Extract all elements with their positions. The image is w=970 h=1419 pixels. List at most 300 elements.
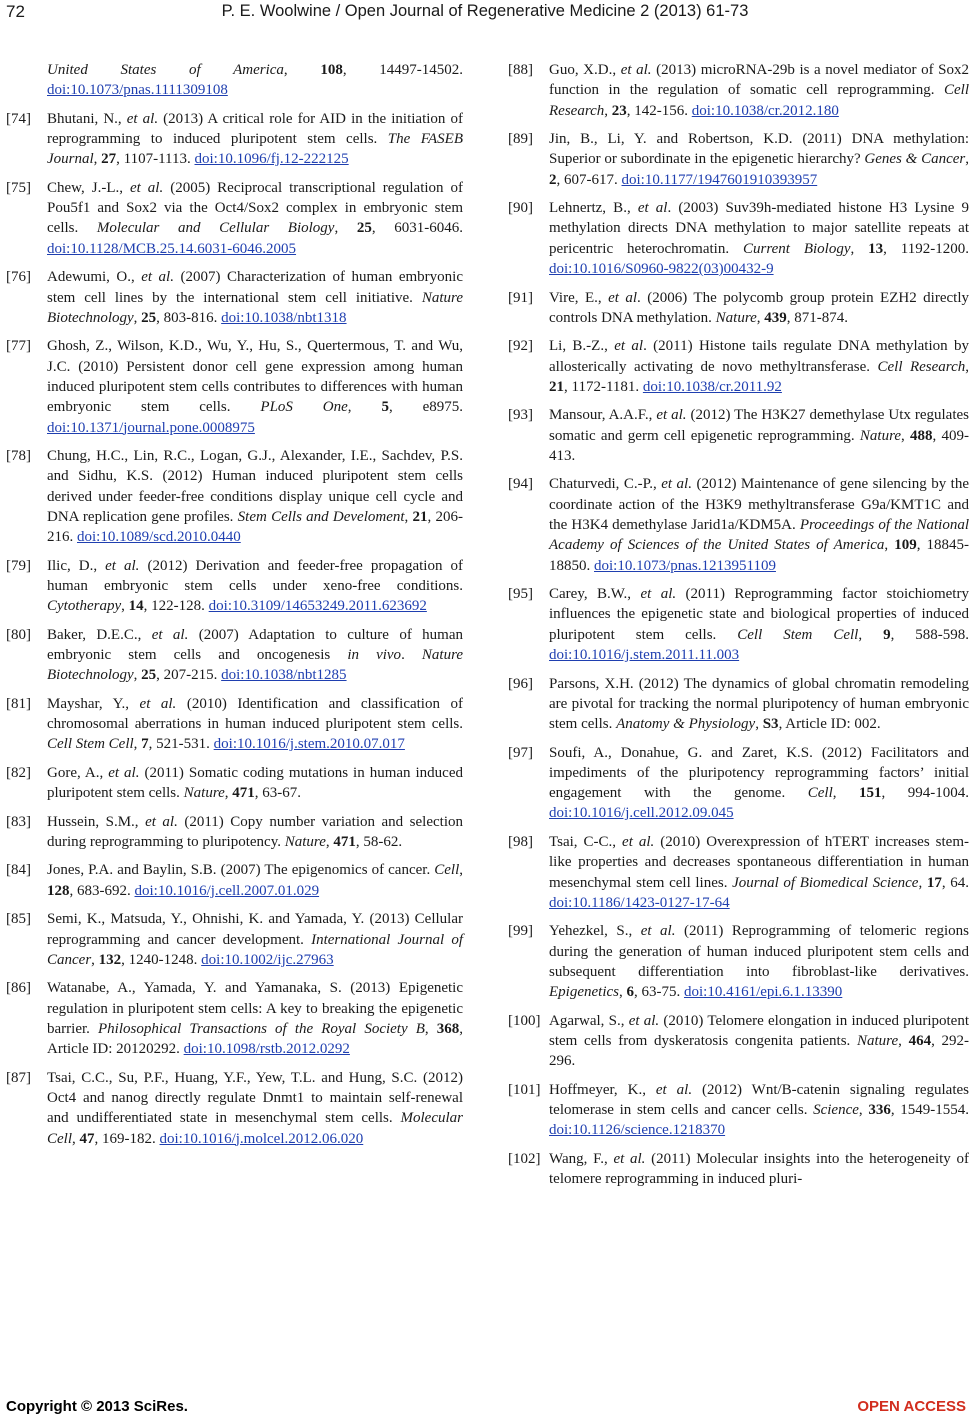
volume-number: 14: [128, 598, 144, 615]
citation-text: (2011) Reprogramming factor stoichiometry influences the epigenetic state and biological properties of induced pluripotent stem cells.: [549, 586, 969, 643]
citation-text: Jones, P.A. and Baylin, S.B. (2007) The epigenomics of cancer.: [47, 862, 435, 879]
citation-text: ,: [334, 220, 357, 237]
citation-text: Ilic, D.,: [47, 557, 106, 574]
reference-entry: [508, 405, 969, 466]
citation-text: (2012) Maintenance of gene silencing by the coordinate action of the H3K9 methyltransferase G9a/KMT1C and the H3K4 demethylase Jarid1a/KDM5A.: [549, 476, 969, 534]
reference-entry: [508, 921, 969, 1002]
journal-title: et al.: [640, 923, 676, 940]
reference-number: [77]: [6, 338, 31, 355]
citation-text: . (2006) The polycomb group protein EZH2 directly controls DNA methylation.: [549, 289, 969, 326]
citation-text: , 871-874.: [786, 309, 849, 326]
citation-text: ,: [858, 626, 884, 643]
citation-text: Vire, E.,: [549, 289, 609, 306]
reference-entry: [6, 1068, 463, 1149]
reference-entry: [6, 812, 463, 853]
volume-number: 25: [141, 667, 157, 684]
reference-number: [79]: [6, 557, 31, 574]
reference-entry: [508, 1011, 969, 1072]
reference-number: [84]: [6, 862, 31, 879]
citation-text: , Article ID: 20120292.: [47, 1020, 464, 1058]
volume-number: 21: [549, 378, 564, 395]
reference-number: [92]: [508, 338, 533, 355]
journal-title: Nature Biotechnology: [47, 289, 463, 326]
volume-number: 368: [436, 1020, 460, 1037]
citation-text: (2005) Reciprocal transcriptional regulation of Pou5f1 and Sox2 via the Oct4/Sox2 complex in embryonic stem cells.: [47, 179, 464, 237]
reference-text: [549, 129, 969, 190]
volume-number: 25: [141, 309, 157, 326]
reference-text: [47, 178, 463, 259]
copyright-notice: Copyright © 2013 SciRes.: [6, 1398, 188, 1415]
citation-text: , 6031-6046.: [371, 220, 464, 237]
citation-text: Adewumi, O.,: [47, 269, 142, 286]
journal-title: Nature: [284, 833, 326, 850]
volume-number: 6: [626, 984, 634, 1001]
citation-text: Tsai, C-C.,: [549, 833, 623, 850]
citation-text: , 206-216.: [47, 508, 464, 546]
citation-text: Lehnertz, B.,: [549, 200, 638, 217]
open-access-label: OPEN ACCESS: [857, 1398, 966, 1415]
citation-text: , 142-156.: [626, 102, 692, 119]
reference-number: [85]: [6, 911, 31, 928]
citation-text: Guo, X.D.,: [549, 62, 621, 78]
reference-entry: [6, 625, 463, 686]
citation-text: Mansour, A.A.F.,: [549, 407, 657, 424]
citation-text: .: [401, 647, 422, 664]
citation-text: Hoffmeyer, K.,: [549, 1081, 656, 1098]
doi-link[interactable]: doi:10.1038/nbt1318: [221, 309, 347, 326]
citation-text: ,: [832, 785, 859, 802]
citation-text: , e8975.: [388, 399, 464, 416]
journal-title: PLoS One: [260, 399, 348, 416]
citation-text: (2011) Molecular insights into the heterogeneity of telomere reprogramming in induced pluri-: [549, 1150, 969, 1188]
citation-text: , Article ID: 002.: [778, 716, 881, 733]
volume-number: 9: [883, 626, 891, 643]
reference-number: [100]: [508, 1012, 541, 1029]
reference-text: [47, 860, 463, 901]
doi-link[interactable]: doi:10.1073/pnas.1111309108: [47, 82, 228, 99]
reference-entry: [6, 909, 463, 970]
reference-number: [74]: [6, 110, 31, 127]
reference-entry: [508, 674, 969, 735]
reference-text: [549, 336, 969, 397]
journal-title: Nature: [856, 1033, 899, 1050]
reference-number: [91]: [508, 289, 533, 306]
reference-number: [102]: [508, 1150, 541, 1167]
reference-text: [549, 1149, 969, 1190]
reference-entry: [6, 60, 463, 101]
volume-number: 464: [908, 1033, 932, 1050]
reference-entry: [508, 1080, 969, 1141]
journal-title: et al.: [622, 833, 655, 850]
reference-entry: [6, 978, 463, 1059]
journal-title: et al: [614, 338, 644, 355]
journal-title: et al.: [628, 1012, 660, 1029]
citation-text: , 64.: [941, 874, 969, 891]
reference-text: [549, 584, 969, 665]
citation-text: (2013) microRNA-29b is a novel mediator of Sox2 function in the regulation of somatic cell reprogramming.: [549, 62, 970, 99]
journal-title: et al: [608, 289, 638, 306]
citation-text: ,: [91, 951, 99, 968]
doi-link[interactable]: doi:10.1016/S0960-9822(03)00432-9: [549, 261, 774, 278]
reference-number: [75]: [6, 179, 31, 196]
citation-text: , 1172-1181.: [564, 378, 643, 395]
citation-text: , 18845-18850.: [549, 537, 969, 574]
journal-title: United States of America: [47, 62, 284, 78]
volume-number: 109: [894, 537, 917, 554]
citation-text: ,: [133, 736, 142, 753]
volume-number: 27: [101, 151, 117, 168]
reference-text: [549, 1080, 969, 1141]
citation-text: Ghosh, Z., Wilson, K.D., Wu, Y., Hu, S., Quertermous, T. and Wu, J.C. (2010) Persistent donor cell gene expression among human induced pluripotent stem cells contributes to differences with human embryonic stem cells.: [47, 338, 463, 416]
reference-number: [93]: [508, 407, 533, 424]
citation-text: , 1549-1554.: [890, 1102, 970, 1119]
citation-text: , 292-296.: [549, 1033, 969, 1070]
reference-number: [88]: [508, 62, 533, 78]
journal-title: Epigenetics: [549, 984, 619, 1001]
reference-entry: [508, 129, 969, 190]
volume-number: 471: [232, 785, 255, 802]
reference-entry: [6, 860, 463, 901]
reference-entry: [6, 178, 463, 259]
volume-number: 5: [381, 399, 389, 416]
reference-text: [47, 909, 463, 970]
citation-text: Chaturvedi, C.-P.,: [549, 476, 662, 493]
reference-text: [549, 674, 969, 735]
citation-text: ,: [72, 1130, 80, 1147]
citation-text: , 14497-14502.: [342, 62, 464, 78]
doi-link[interactable]: doi:10.1016/j.stem.2010.07.017: [213, 736, 405, 753]
reference-text: [47, 763, 463, 804]
citation-text: ,: [618, 984, 627, 1001]
left-column: [6, 60, 463, 1157]
reference-entry: [6, 694, 463, 755]
reference-text: [47, 694, 463, 755]
volume-number: 151: [859, 785, 882, 802]
citation-text: ,: [424, 1020, 437, 1037]
citation-text: . (2003) Suv39h-mediated histone H3 Lysine 9 methylation directs DNA methylation to major satellite repeats at pericentric heterochromatin.: [549, 200, 969, 257]
volume-number: 47: [79, 1130, 95, 1147]
citation-text: Parsons, X.H. (2012) The dynamics of global chromatin remodeling are pivotal for tracking the normal pluripotency of human embryonic stem cells.: [549, 675, 969, 733]
doi-link[interactable]: doi:10.1177/1947601910393957: [621, 171, 818, 188]
reference-text: [47, 336, 463, 437]
citation-text: (2007) Adaptation to culture of human embryonic stem cells and oncogenesis: [47, 626, 464, 664]
doi-link[interactable]: doi:10.1002/ijc.27963: [201, 951, 334, 968]
citation-text: Semi, K., Matsuda, Y., Ohnishi, K. and Yamada, Y. (2013) Cellular reprogramming and cancer development.: [47, 911, 463, 948]
citation-text: , 588-598.: [890, 626, 970, 643]
doi-link[interactable]: doi:10.1016/j.cell.2012.09.045: [549, 805, 734, 822]
journal-title: Molecular and Cellular Biology: [96, 220, 335, 237]
reference-entry: [508, 1149, 969, 1190]
citation-text: (2010) Telomere elongation in induced pluripotent stem cells from dyskeratosis congenita patients.: [549, 1012, 969, 1050]
citation-text: Hussein, S.M.,: [47, 813, 146, 830]
reference-number: [81]: [6, 695, 31, 712]
reference-number: [76]: [6, 269, 31, 286]
volume-number: 23: [611, 102, 627, 119]
reference-entry: [508, 60, 969, 121]
volume-number: 21: [412, 508, 428, 525]
journal-title: et al.: [105, 557, 140, 574]
citation-text: , 122-128.: [143, 598, 209, 615]
citation-text: ,: [755, 716, 763, 733]
volume-number: S3: [762, 716, 779, 733]
journal-title: Nature Biotechnology: [47, 647, 464, 684]
journal-title: Molecular Cell: [47, 1110, 463, 1147]
reference-number: [86]: [6, 980, 31, 997]
reference-text: [549, 288, 969, 329]
citation-text: ,: [459, 862, 463, 879]
citation-text: , 803-816.: [156, 309, 222, 326]
journal-title: Cell Research: [877, 358, 966, 375]
citation-text: , 207-215.: [156, 667, 222, 684]
citation-text: ,: [121, 598, 129, 615]
journal-title: et al.: [661, 476, 692, 493]
doi-link[interactable]: doi:10.1038/cr.2011.92: [642, 378, 782, 395]
citation-text: , 58-62.: [355, 833, 403, 850]
citation-text: Chew, J.-L.,: [47, 179, 130, 196]
journal-title: et al.: [640, 586, 677, 603]
citation-text: Carey, B.W.,: [549, 586, 641, 603]
citation-text: , 169-182.: [94, 1130, 160, 1147]
citation-text: ,: [604, 102, 612, 119]
citation-text: , 607-617.: [556, 171, 622, 188]
doi-link[interactable]: doi:10.3109/14653249.2011.623692: [208, 598, 427, 615]
citation-text: , 63-75.: [633, 984, 684, 1001]
doi-link[interactable]: doi:10.1016/j.stem.2011.11.003: [549, 647, 740, 664]
volume-number: 2: [549, 171, 557, 188]
citation-text: , 683-692.: [69, 882, 135, 899]
citation-text: (2012) The H3K27 demethylase Utx regulates somatic and germ cell epigenetic reprogramming.: [549, 407, 969, 444]
reference-number: [101]: [508, 1081, 541, 1098]
citation-text: (2010) Identification and classification of chromosomal aberrations in human induced pluripotent stem cells.: [47, 695, 463, 733]
reference-text: [47, 812, 463, 853]
reference-text: [549, 832, 969, 913]
journal-title: et al.: [145, 813, 178, 830]
citation-text: (2010) Overexpression of hTERT increases stem-like properties and decreases spontaneous differentiation in human mesenchymal stem cell lines.: [549, 833, 969, 891]
doi-link[interactable]: doi:10.1096/fj.12-222125: [194, 151, 349, 168]
doi-link[interactable]: doi:10.1126/science.1218370: [549, 1122, 726, 1139]
journal-title: et al.: [126, 110, 159, 127]
reference-number: [94]: [508, 476, 533, 493]
citation-text: . (2011) Histone tails regulate DNA methylation by allosterically activating de novo methyltransferase.: [549, 338, 969, 375]
reference-number: [90]: [508, 200, 533, 217]
journal-title: Nature: [859, 427, 902, 444]
journal-title: Anatomy & Physiology: [616, 716, 756, 733]
citation-text: ,: [884, 537, 895, 554]
reference-text: [47, 625, 463, 686]
journal-title: et al.: [108, 764, 140, 781]
page-footer: [0, 1394, 970, 1418]
volume-number: 439: [764, 309, 787, 326]
volume-number: 108: [320, 62, 343, 78]
citation-text: ,: [850, 240, 869, 257]
citation-text: , 1240-1248.: [121, 951, 202, 968]
reference-text: [549, 198, 969, 279]
citation-text: Watanabe, A., Yamada, Y. and Yamanaka, S. (2013) Epigenetic regulation in pluripotent stem cells: A key to breaking the epigenetic barrier.: [47, 980, 463, 1037]
citation-text: ,: [283, 62, 321, 78]
citation-text: Chung, H.C., Lin, R.C., Logan, G.J., Alexander, I.E., Sachdev, P.S. and Sidhu, K.S. (2012) Human induced pluripotent stem cells derived under feeder-free conditions display unique cell cycle and DNA replication gene profiles.: [47, 447, 463, 525]
citation-text: (2011) Reprogramming of telomeric regions during the generation of human induced pluripotent stem cells and subsequent differentiation into fibroblast-like derivatives.: [549, 923, 969, 980]
journal-title: Cell: [807, 785, 833, 802]
journal-title: Stem Cells and Develoment: [237, 508, 405, 525]
reference-text: [549, 405, 969, 466]
journal-title: in vivo: [347, 647, 402, 664]
citation-text: , 994-1004.: [881, 785, 970, 802]
reference-text: [549, 474, 969, 575]
reference-number: [99]: [508, 923, 533, 940]
journal-title: et al.: [655, 1081, 693, 1098]
journal-title: Nature: [715, 309, 757, 326]
citation-text: , 409-413.: [549, 427, 969, 464]
citation-text: (2011) Somatic coding mutations in human induced pluripotent stem cells.: [47, 764, 464, 802]
journal-title: Current Biology: [742, 240, 851, 257]
citation-text: , 1192-1200.: [883, 240, 969, 257]
citation-text: (2012) Derivation and feeder-free propagation of human embryonic stem cells under xeno-free conditions.: [47, 557, 463, 594]
journal-title: et al.: [620, 62, 652, 78]
volume-number: 132: [98, 951, 122, 968]
reference-text: [47, 556, 463, 617]
reference-entry: [6, 556, 463, 617]
volume-number: 13: [868, 240, 884, 257]
reference-number: [96]: [508, 675, 533, 692]
reference-entry: [508, 288, 969, 329]
doi-link[interactable]: doi:10.4161/epi.6.1.13390: [683, 984, 843, 1001]
journal-title: et al.: [613, 1150, 646, 1167]
volume-number: 336: [868, 1102, 891, 1119]
citation-text: ,: [756, 309, 765, 326]
running-head: P. E. Woolwine / Open Journal of Regenerative Medicine 2 (2013) 61-73: [221, 2, 749, 20]
doi-link[interactable]: doi:10.1038/nbt1285: [221, 667, 347, 684]
citation-text: ,: [918, 874, 927, 891]
journal-title: et al.: [656, 407, 687, 424]
reference-number: [97]: [508, 744, 533, 761]
journal-title: Proceedings of the National Academy of Sciences of the United States of America: [549, 517, 969, 554]
journal-title: Cell Stem Cell: [737, 626, 859, 643]
reference-number: [82]: [6, 764, 31, 781]
citation-text: ,: [133, 667, 142, 684]
page-header: [0, 0, 970, 30]
doi-link[interactable]: doi:10.1073/pnas.1213951109: [594, 557, 776, 574]
reference-text: [47, 978, 463, 1059]
citation-text: Tsai, C.C., Su, P.F., Huang, Y.F., Yew, T.L. and Hung, S.C. (2012) Oct4 and nanog directly regulate Dnmt1 to maintain self-renewal and undifferentiated state in mesenchymal stem cells.: [47, 1069, 463, 1127]
doi-link[interactable]: doi:10.1016/j.molcel.2012.06.020: [159, 1130, 364, 1147]
doi-link[interactable]: doi:10.1128/MCB.25.14.6031-6046.2005: [47, 240, 297, 257]
reference-text: [549, 921, 969, 1002]
reference-entry: [6, 336, 463, 437]
journal-title: Journal of Biomedical Science: [732, 874, 919, 891]
citation-text: Mayshar, Y.,: [47, 695, 140, 712]
reference-entry: [6, 267, 463, 328]
citation-text: ,: [93, 151, 102, 168]
reference-text: [47, 1068, 463, 1149]
reference-number: [98]: [508, 833, 533, 850]
citation-text: ,: [325, 833, 334, 850]
reference-entry: [508, 336, 969, 397]
volume-number: 128: [47, 882, 70, 899]
journal-title: et al.: [141, 269, 174, 286]
citation-text: Baker, D.E.C.,: [47, 626, 152, 643]
citation-text: ,: [965, 151, 969, 168]
citation-text: ,: [224, 785, 233, 802]
citation-text: ,: [404, 508, 413, 525]
volume-number: 471: [333, 833, 356, 850]
volume-number: 17: [926, 874, 942, 891]
citation-text: ,: [901, 427, 911, 444]
volume-number: 7: [141, 736, 149, 753]
journal-title: Cell Research: [549, 82, 969, 119]
reference-entry: [508, 584, 969, 665]
citation-text: (2007) Characterization of human embryonic stem cell lines by the international stem cell initiative.: [47, 269, 463, 306]
citation-text: , 1107-1113.: [116, 151, 195, 168]
citation-text: Agarwal, S.,: [549, 1012, 629, 1029]
doi-link[interactable]: doi:10.1371/journal.pone.0008975: [47, 419, 255, 436]
reference-text: [47, 446, 463, 547]
volume-number: 25: [356, 220, 372, 237]
journal-title: Genes & Cancer: [864, 151, 966, 168]
reference-number: [87]: [6, 1069, 31, 1086]
doi-link[interactable]: doi:10.1016/j.cell.2007.01.029: [134, 882, 320, 899]
journal-title: et al: [637, 200, 668, 217]
reference-entry: [508, 474, 969, 575]
citation-text: Gore, A.,: [47, 764, 109, 781]
journal-title: et al.: [139, 695, 177, 712]
citation-text: ,: [858, 1102, 869, 1119]
journal-title: Philosophical Transactions of the Royal Society B: [98, 1020, 425, 1037]
citation-text: , 63-67.: [254, 785, 302, 802]
journal-title: Science: [813, 1102, 859, 1119]
doi-link[interactable]: doi:10.1186/1423-0127-17-64: [549, 894, 730, 911]
citation-text: Soufi, A., Donahue, G. and Zaret, K.S. (2012) Facilitators and impediments of the pluripotency reprogramming factors’ initial engagement with the genome.: [549, 744, 969, 802]
reference-number: [95]: [508, 586, 533, 603]
reference-number: [80]: [6, 626, 31, 643]
citation-text: ,: [347, 399, 382, 416]
reference-entry: [508, 198, 969, 279]
reference-text: [549, 743, 969, 824]
citation-text: (2011) Copy number variation and selection during reprogramming to pluripotency.: [47, 813, 463, 850]
reference-entry: [6, 446, 463, 547]
right-column: [508, 60, 969, 1198]
journal-title: International Journal of Cancer: [47, 931, 463, 968]
reference-text: [47, 60, 463, 101]
reference-entry: [6, 109, 463, 170]
journal-title: Cell Stem Cell: [47, 736, 134, 753]
reference-entry: [508, 832, 969, 913]
citation-text: Li, B.-Z.,: [549, 338, 615, 355]
doi-link[interactable]: doi:10.1038/cr.2012.180: [691, 102, 839, 119]
reference-text: [47, 267, 463, 328]
reference-number: [78]: [6, 447, 31, 464]
citation-text: (2012) Wnt/B-catenin signaling regulates telomerase in stem cells and cancer cells.: [549, 1081, 969, 1119]
doi-link[interactable]: doi:10.1089/scd.2010.0440: [77, 529, 241, 546]
journal-title: et al.: [151, 626, 189, 643]
reference-entry: [508, 743, 969, 824]
volume-number: 488: [910, 427, 933, 444]
citation-text: Jin, B., Li, Y. and Robertson, K.D. (2011) DNA methylation: Superior or subordinate in the epigenetic hierarchy?: [549, 131, 969, 168]
journal-title: et al.: [129, 179, 164, 196]
citation-text: Bhutani, N.,: [47, 110, 127, 127]
citation-text: ,: [965, 358, 969, 375]
page-number: 72: [6, 2, 25, 21]
reference-text: [47, 109, 463, 170]
reference-text: [549, 1011, 969, 1072]
citation-text: Yehezkel, S.,: [549, 923, 641, 940]
reference-number: [89]: [508, 131, 533, 148]
reference-entry: [6, 763, 463, 804]
doi-link[interactable]: doi:10.1098/rstb.2012.0292: [183, 1041, 350, 1058]
reference-text: [549, 60, 969, 121]
journal-title: Nature: [183, 785, 225, 802]
citation-text: ,: [133, 309, 142, 326]
reference-number: [83]: [6, 813, 31, 830]
